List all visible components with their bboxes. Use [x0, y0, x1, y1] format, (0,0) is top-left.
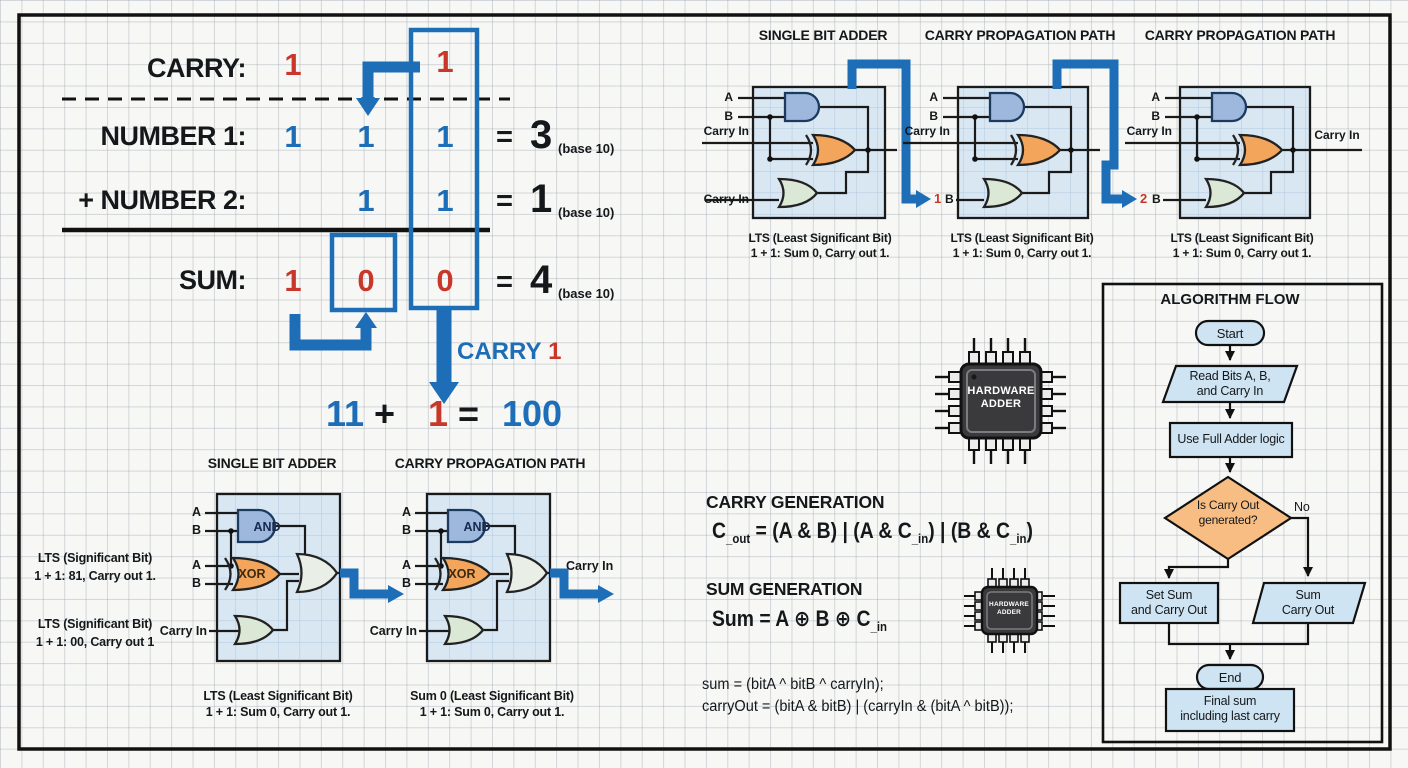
- equation-operand-b: 1: [428, 393, 449, 434]
- chip-label-line-2: ADDER: [980, 398, 1022, 410]
- input-label-a: A: [191, 558, 201, 572]
- flow-sum-carry-out-label-line-2: Carry Out: [1281, 603, 1335, 617]
- flow-final-label-line-2: including last carry: [1180, 709, 1280, 723]
- top-circuit-title-1: SINGLE BIT ADDER: [758, 27, 888, 43]
- carry-bit: 1: [436, 44, 454, 79]
- top-caption-line-2: 1 + 1: Sum 0, Carry out 1.: [952, 246, 1092, 260]
- flow-decision-label-line-2: generated?: [1198, 513, 1258, 527]
- input-label-carry-in: Carry In: [904, 124, 950, 138]
- sum-generation-heading: SUM GENERATION: [706, 579, 863, 599]
- number1-decimal-value: 3: [530, 113, 553, 157]
- input-label-b: B: [401, 576, 411, 590]
- input-label-carry-in: Carry In: [703, 124, 749, 138]
- xor-gate-label: XOR: [448, 566, 476, 581]
- carry-generation-formula: $C_{\_out} = (A$ & B) | (A & $C_{\_in}$) | (B & $C_{\_in}$): [712, 518, 1033, 546]
- number2-decimal-value: 1: [530, 177, 553, 221]
- xor-gate-label: XOR: [238, 566, 266, 581]
- side-note-1-line-1: LTS (Significant Bit): [37, 551, 153, 565]
- top-caption-line-1: LTS (Least Significant Bit): [748, 231, 892, 245]
- carry-callout-digit: 1: [548, 338, 562, 365]
- equals-sign: =: [496, 121, 513, 153]
- number1-bit: 1: [436, 119, 454, 154]
- chip-label-line-2: ADDER: [996, 609, 1022, 616]
- code-line-sum: sum = (bitA ^ bitB ^ carryIn);: [702, 676, 884, 693]
- flow-read-label-line-2: and Carry In: [1196, 384, 1264, 398]
- number1-bit: 1: [357, 119, 375, 154]
- flow-start-label: Start: [1216, 326, 1244, 341]
- equals-sign: =: [496, 185, 513, 217]
- top-caption-line-1: LTS (Least Significant Bit): [1170, 231, 1314, 245]
- input-label-b: B: [929, 109, 938, 123]
- input-label-b: B: [191, 523, 201, 537]
- sum-bit: 0: [357, 263, 375, 298]
- input-label-b: B: [1151, 109, 1160, 123]
- input-label-carry-in: Carry In: [369, 624, 417, 638]
- carry-in-out-label: Carry In: [1314, 128, 1360, 142]
- equation-equals: =: [458, 393, 480, 434]
- flow-final-label-line-1: Final sum: [1203, 694, 1257, 708]
- carry-value-2: 2: [1140, 191, 1148, 206]
- flowchart-title: ALGORITHM FLOW: [1160, 291, 1300, 308]
- bottom-caption-1-line-2: 1 + 1: Sum 0, Carry out 1.: [205, 705, 351, 719]
- input-label-b: B: [1152, 192, 1161, 206]
- side-note-2-line-2: 1 + 1: 00, Carry out 1: [35, 635, 155, 649]
- flow-set-sum-label-line-2: and Carry Out: [1131, 603, 1207, 617]
- input-label-carry-in: Carry In: [159, 624, 207, 638]
- input-label-b: B: [401, 523, 411, 537]
- equation-operand-a: 11: [326, 393, 365, 434]
- input-label-a: A: [929, 90, 938, 104]
- carry-callout-word: CARRY: [457, 338, 542, 365]
- top-circuit-title-3: CARRY PROPAGATION PATH: [1144, 27, 1336, 43]
- top-circuit-title-2: CARRY PROPAGATION PATH: [924, 27, 1116, 43]
- number2-bit: 1: [357, 183, 375, 218]
- bottom-circuit-title-2: CARRY PROPAGATION PATH: [394, 455, 586, 471]
- equation-plus: +: [374, 393, 396, 434]
- sum-generation-formula: Sum = A ⊕ B ⊕ $C_{\_in}$: [712, 606, 888, 634]
- bottom-caption-2-line-1: Sum 0 (Least Significant Bit): [410, 689, 574, 703]
- sum-bit: 1: [284, 263, 302, 298]
- flow-no-branch-label: No: [1294, 500, 1310, 514]
- and-gate-label: AND: [463, 519, 491, 534]
- top-caption-line-2: 1 + 1: Sum 0, Carry out 1.: [750, 246, 890, 260]
- bottom-caption-1-line-1: LTS (Least Significant Bit): [203, 689, 353, 703]
- input-label-a: A: [724, 90, 733, 104]
- and-gate-label: AND: [253, 519, 281, 534]
- equation-result: 100: [502, 393, 563, 434]
- top-caption-line-2: 1 + 1: Sum 0, Carry out 1.: [1172, 246, 1312, 260]
- flow-sum-carry-out-label-line-1: Sum: [1295, 588, 1321, 602]
- input-label-a: A: [191, 505, 201, 519]
- input-label-a: A: [401, 558, 411, 572]
- number1-bit: 1: [284, 119, 302, 154]
- input-label-carry-in: Carry In: [1126, 124, 1172, 138]
- flow-process-label: Use Full Adder logic: [1177, 432, 1285, 446]
- input-label-carry-in: Carry In: [703, 192, 749, 206]
- flow-set-sum-label-line-1: Set Sum: [1145, 588, 1193, 602]
- sum-row-label: SUM:: [179, 265, 246, 295]
- sum-bit: 0: [436, 263, 454, 298]
- side-note-1-line-2: 1 + 1: 81, Carry out 1.: [34, 569, 156, 583]
- flow-read-label-line-1: Read Bits A, B,: [1189, 369, 1271, 383]
- input-label-b: B: [724, 109, 733, 123]
- chip-label-line-1: HARDWARE: [967, 385, 1035, 397]
- carry-callout: [457, 338, 561, 366]
- bottom-circuit-title-1: SINGLE BIT ADDER: [207, 455, 337, 471]
- base-note: (base 10): [558, 286, 615, 301]
- carry-bit: 1: [284, 47, 302, 82]
- number2-row-label: + NUMBER 2:: [78, 185, 246, 215]
- side-note-2-line-1: LTS (Significant Bit): [37, 617, 153, 631]
- input-label-b: B: [191, 576, 201, 590]
- code-line-carry-out: carryOut = (bitA & bitB) | (carryIn & (bitA ^ bitB));: [702, 698, 1014, 715]
- base-note: (base 10): [558, 141, 615, 156]
- input-label-b: B: [945, 192, 954, 206]
- input-label-a: A: [1151, 90, 1160, 104]
- input-label-a: A: [401, 505, 411, 519]
- bottom-caption-2-line-2: 1 + 1: Sum 0, Carry out 1.: [419, 705, 565, 719]
- base-note: (base 10): [558, 205, 615, 220]
- number1-row-label: NUMBER 1:: [100, 121, 246, 151]
- top-caption-line-1: LTS (Least Significant Bit): [950, 231, 1094, 245]
- equals-sign: =: [496, 266, 513, 298]
- carry-generation-heading: CARRY GENERATION: [706, 492, 885, 512]
- number2-bit: 1: [436, 183, 454, 218]
- flow-decision-label-line-1: Is Carry Out: [1196, 498, 1260, 512]
- flow-end-label: End: [1218, 670, 1242, 685]
- chip-label-line-1: HARDWARE: [989, 601, 1029, 608]
- carry-in-out-label: Carry In: [566, 559, 614, 573]
- sum-decimal-value: 4: [530, 258, 553, 302]
- carry-value-1: 1: [934, 191, 942, 206]
- carry-row-label: CARRY:: [147, 53, 246, 83]
